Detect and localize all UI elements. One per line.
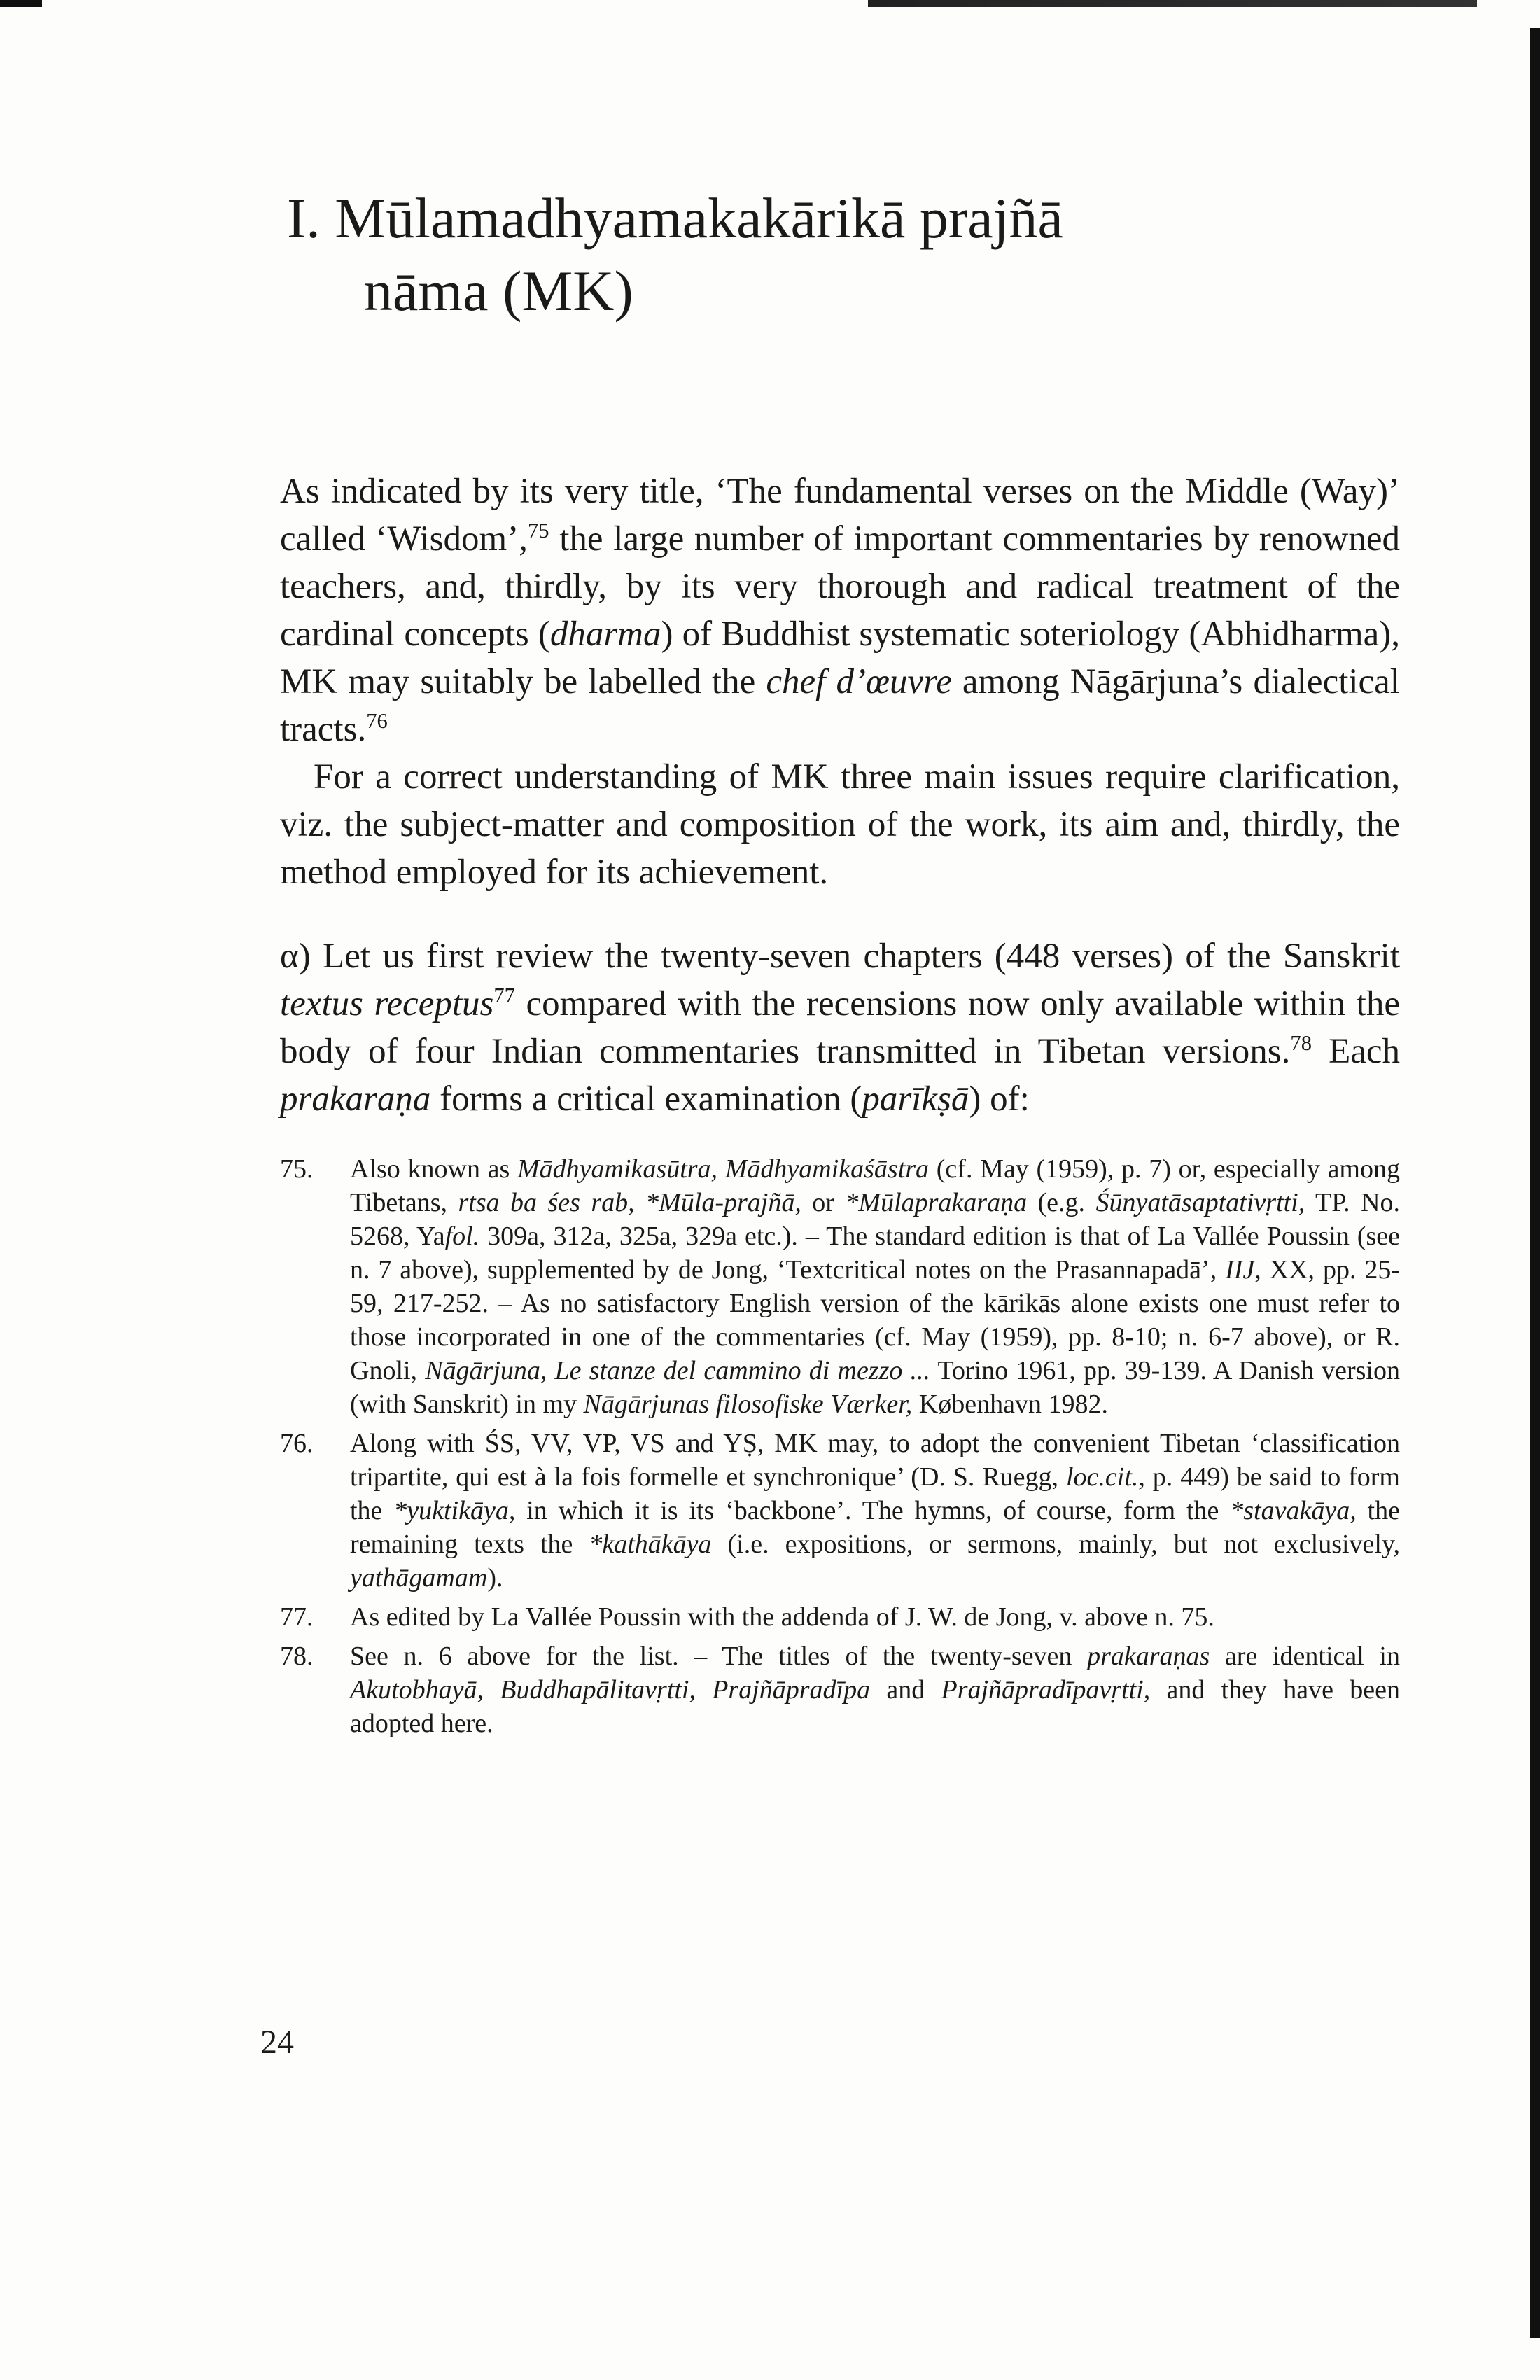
text-run: Also known as: [350, 1154, 518, 1184]
text-run: ) of:: [969, 1079, 1030, 1119]
italic-term: Mādhyamikasūtra, Mādhyamikaśāstra: [517, 1154, 930, 1184]
text-run: ).: [487, 1563, 503, 1592]
italic-term: *stavakāya,: [1230, 1496, 1357, 1525]
footnote-77: [280, 1600, 1400, 1634]
footnote-text: [350, 1639, 1400, 1740]
chapter-title-line-1: I. Mūlamadhyamakakārikā prajñā: [287, 186, 1063, 250]
text-run: Along with ŚS, VV, VP, VS and YṢ, MK may, to adopt the convenient Tibetan ‘classification tripartite, qui est à la fois formelle et synchronique’ (D. S. Ruegg,: [350, 1429, 1400, 1492]
footnote-78: [280, 1639, 1400, 1740]
text-run: or: [801, 1188, 846, 1217]
text-run: As indicated by its very title, ‘The fundamental verses on the Middle (Way)’ called ‘Wisdom’,: [280, 472, 1400, 559]
text-run: 309a, 312a, 325a, 329a etc.). – The standard edition is that of La Vallée Poussin (see n. 7 above), supplemented by de Jong, ‘Textcritical notes on the Prasannapadā’,: [350, 1222, 1400, 1284]
footnote-ref-77: 77: [493, 983, 515, 1007]
paragraph-1: [280, 468, 1400, 753]
text-run: in which it is its ‘backbone’. The hymns, of course, form the: [515, 1496, 1231, 1525]
page-content: [280, 182, 1400, 1746]
italic-term: chef d’œuvre: [766, 662, 952, 701]
text-run: (e.g.: [1027, 1188, 1096, 1217]
italic-term: Prajñāpradīpavṛtti,: [941, 1675, 1151, 1704]
footnotes: [280, 1152, 1400, 1740]
footnote-number: 78.: [280, 1642, 314, 1671]
italic-term: dharma: [550, 615, 662, 654]
footnote-ref-76: 76: [366, 709, 388, 733]
italic-term: *kathākāya: [589, 1530, 712, 1559]
footnote-ref-78: 78: [1290, 1031, 1312, 1055]
scan-edge-right: [1530, 28, 1540, 2338]
text-run: ) of Buddhist systematic soteriology (Abhidharma), MK may suitably be labelled the: [280, 615, 1400, 701]
footnote-number: 75.: [280, 1154, 314, 1184]
footnote-ref-75: 75: [527, 519, 550, 542]
italic-term: fol.: [444, 1222, 480, 1251]
page-number: 24: [260, 2024, 294, 2061]
text-run: and they have been adopted here.: [350, 1675, 1400, 1738]
italic-term: prakaraṇa: [280, 1079, 431, 1119]
text-run: the remaining texts the: [350, 1496, 1400, 1559]
italic-term: IIJ,: [1225, 1255, 1261, 1284]
text-run: (i.e. expositions, or sermons, mainly, but not exclusively,: [711, 1530, 1400, 1559]
text-run: p. 449) be said to form the: [350, 1462, 1400, 1525]
text-run: XX, pp. 25-59, 217-252. – As no satisfactory English version of the kārikās alone exists one must refer to those incorporated in one of the commentaries (cf. May (1959), pp. 8-10; n. 6-7 above), or R. Gnoli,: [350, 1255, 1400, 1385]
italic-term: *yuktikāya,: [393, 1496, 516, 1525]
text-run: forms a critical examination (: [430, 1079, 862, 1119]
chapter-title-line-2: nāma (MK): [364, 259, 634, 323]
footnote-number: 76.: [280, 1429, 314, 1458]
text-run: among Nāgārjuna’s dialectical tracts.: [280, 662, 1400, 749]
paragraph-3: [280, 932, 1400, 1123]
italic-term: rtsa ba śes rab, *Mūla-prajñā,: [458, 1188, 802, 1217]
italic-term: Akutobhayā, Buddhapālitavṛtti, Prajñāpradīpa: [350, 1675, 871, 1704]
italic-term: prakaraṇas: [1087, 1642, 1210, 1671]
text-run: (cf. May (1959), p. 7) or, especially among Tibetans,: [350, 1154, 1400, 1217]
text-run: København 1982.: [912, 1390, 1108, 1419]
italic-term: textus receptus: [280, 984, 494, 1023]
chapter-title: [280, 182, 1400, 328]
text-run: TP. No. 5268, Ya: [350, 1188, 1401, 1251]
italic-term: Nāgārjuna, Le stanze del cammino di mezzo ...: [425, 1356, 931, 1385]
italic-term: Śūnyatāsaptativṛtti,: [1096, 1188, 1306, 1217]
text-run: are identical in: [1210, 1642, 1400, 1671]
text-run: α) Let us first review the twenty-seven chapters (448 verses) of the Sanskrit: [280, 937, 1400, 976]
text-run: Each: [1311, 1032, 1400, 1071]
footnote-text: [350, 1152, 1400, 1421]
text-run: See n. 6 above for the list. – The titles of the twenty-seven: [350, 1642, 1088, 1671]
footnote-text: [350, 1427, 1400, 1595]
footnote-text: As edited by La Vallée Poussin with the addenda of J. W. de Jong, v. above n. 75.: [350, 1602, 1214, 1632]
italic-term: loc.cit.,: [1065, 1462, 1145, 1492]
italic-term: *Mūlaprakaraṇa: [845, 1188, 1028, 1217]
footnote-75: [280, 1152, 1400, 1421]
footnote-number: 77.: [280, 1602, 314, 1632]
text-run: Torino 1961, pp. 39-139. A Danish version (with Sanskrit) in my: [350, 1356, 1400, 1419]
paragraph-2: For a correct understanding of MK three main issues require clarification, viz. the subject-matter and composition of the work, its aim and, thirdly, the method employed for its achievement.: [280, 757, 1400, 892]
footnote-76: [280, 1427, 1400, 1595]
scan-edge-top: [0, 0, 1540, 7]
text-run: the large number of important commentaries by renowned teachers, and, thirdly, by its very thorough and radical treatment of the cardinal concepts (: [280, 519, 1400, 654]
italic-term: parīkṣā: [862, 1079, 969, 1119]
italic-term: yathāgamam: [350, 1563, 488, 1592]
text-run: and: [870, 1675, 941, 1704]
italic-term: Nāgārjunas filosofiske Værker,: [583, 1390, 913, 1419]
text-run: compared with the recensions now only available within the body of four Indian commentaries transmitted in Tibetan versions.: [280, 984, 1400, 1071]
body-text: [280, 468, 1400, 1123]
